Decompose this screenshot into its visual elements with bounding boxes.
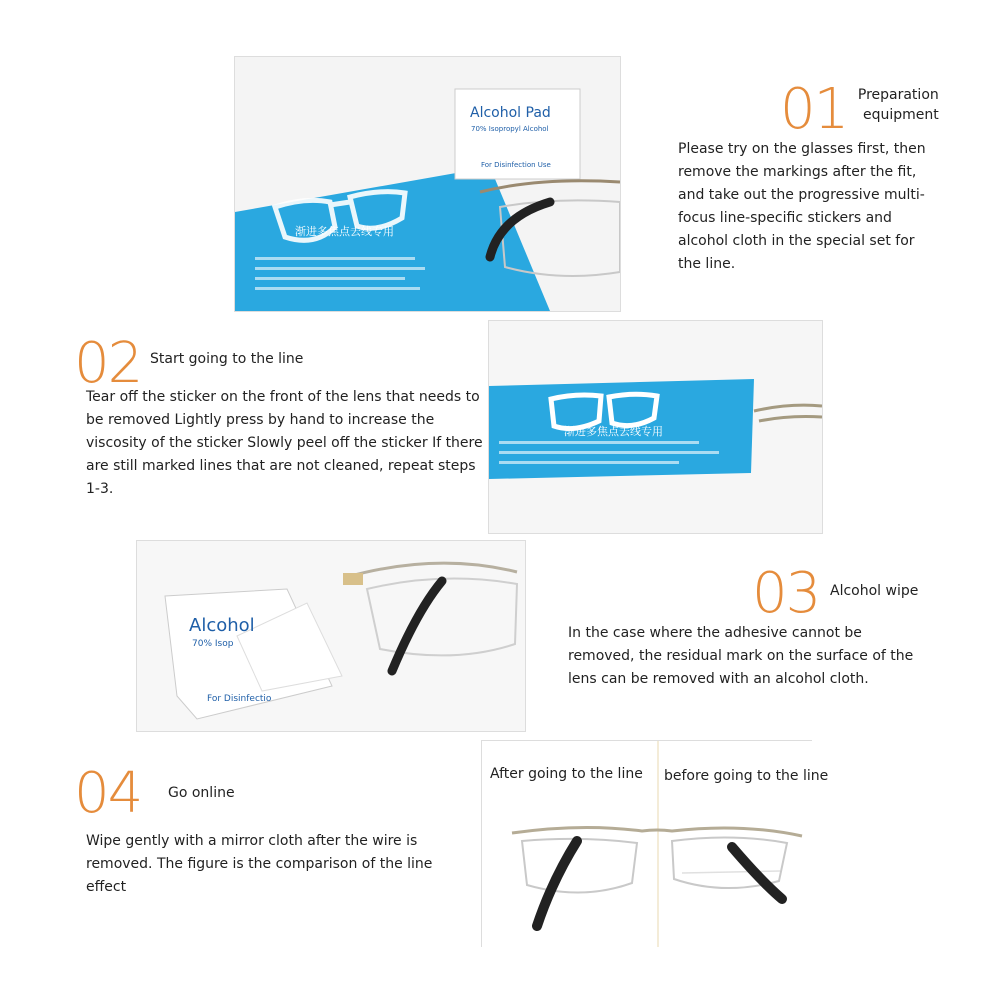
after-label: After going to the line (490, 766, 643, 782)
pad-subtitle: 70% Isopropyl Alcohol (471, 125, 549, 133)
pad-footer: For Disinfection Use (481, 161, 551, 169)
step-number-04: 04 (74, 761, 142, 826)
step-title-04: Go online (168, 785, 235, 801)
step-body-02: Tear off the sticker on the front of the lens that needs to be removed Lightly press by hand to increase the viscosity of the sticker Slowly peel off the sticker If there are still marked lines that are not cleaned, repeat steps 1-3. (86, 389, 483, 497)
step-title-01 (855, 86, 939, 125)
step-body-03: In the case where the adhesive cannot be removed, the residual mark on the surface of the lens can be removed with an alcohol cloth. (568, 625, 914, 687)
photo-preparation (234, 56, 621, 312)
step-number-03: 03 (752, 561, 820, 626)
sticker-text: 渐进多焦点去线专用 (564, 425, 663, 438)
step-title-01-line1: Preparation (857, 87, 939, 103)
step-body-04: Wipe gently with a mirror cloth after the wire is removed. The figure is the comparison of the line effect (86, 833, 433, 895)
step-number-01: 01 (780, 77, 848, 142)
step-number-02: 02 (74, 331, 142, 396)
photo-peel-sticker (488, 320, 823, 534)
pad-footer: For Disinfectio (207, 694, 272, 704)
sticker-text: 渐进多焦点去线专用 (295, 225, 394, 238)
step-title-03: Alcohol wipe (830, 583, 919, 599)
step-title-01-line2: equipment (863, 106, 939, 123)
pad-title: Alcohol Pad (470, 105, 551, 121)
step-title-02: Start going to the line (150, 351, 304, 367)
photo-alcohol-wipe (136, 540, 526, 732)
pad-subtitle: 70% Isop (192, 639, 234, 649)
step-body-01: Please try on the glasses first, then remove the markings after the fit, and take out the progressive multi-focus line-specific stickers and alcohol cloth in the special set for the line. (678, 141, 926, 272)
before-label: before going to the line (664, 768, 829, 784)
pad-title: Alcohol (189, 615, 255, 636)
